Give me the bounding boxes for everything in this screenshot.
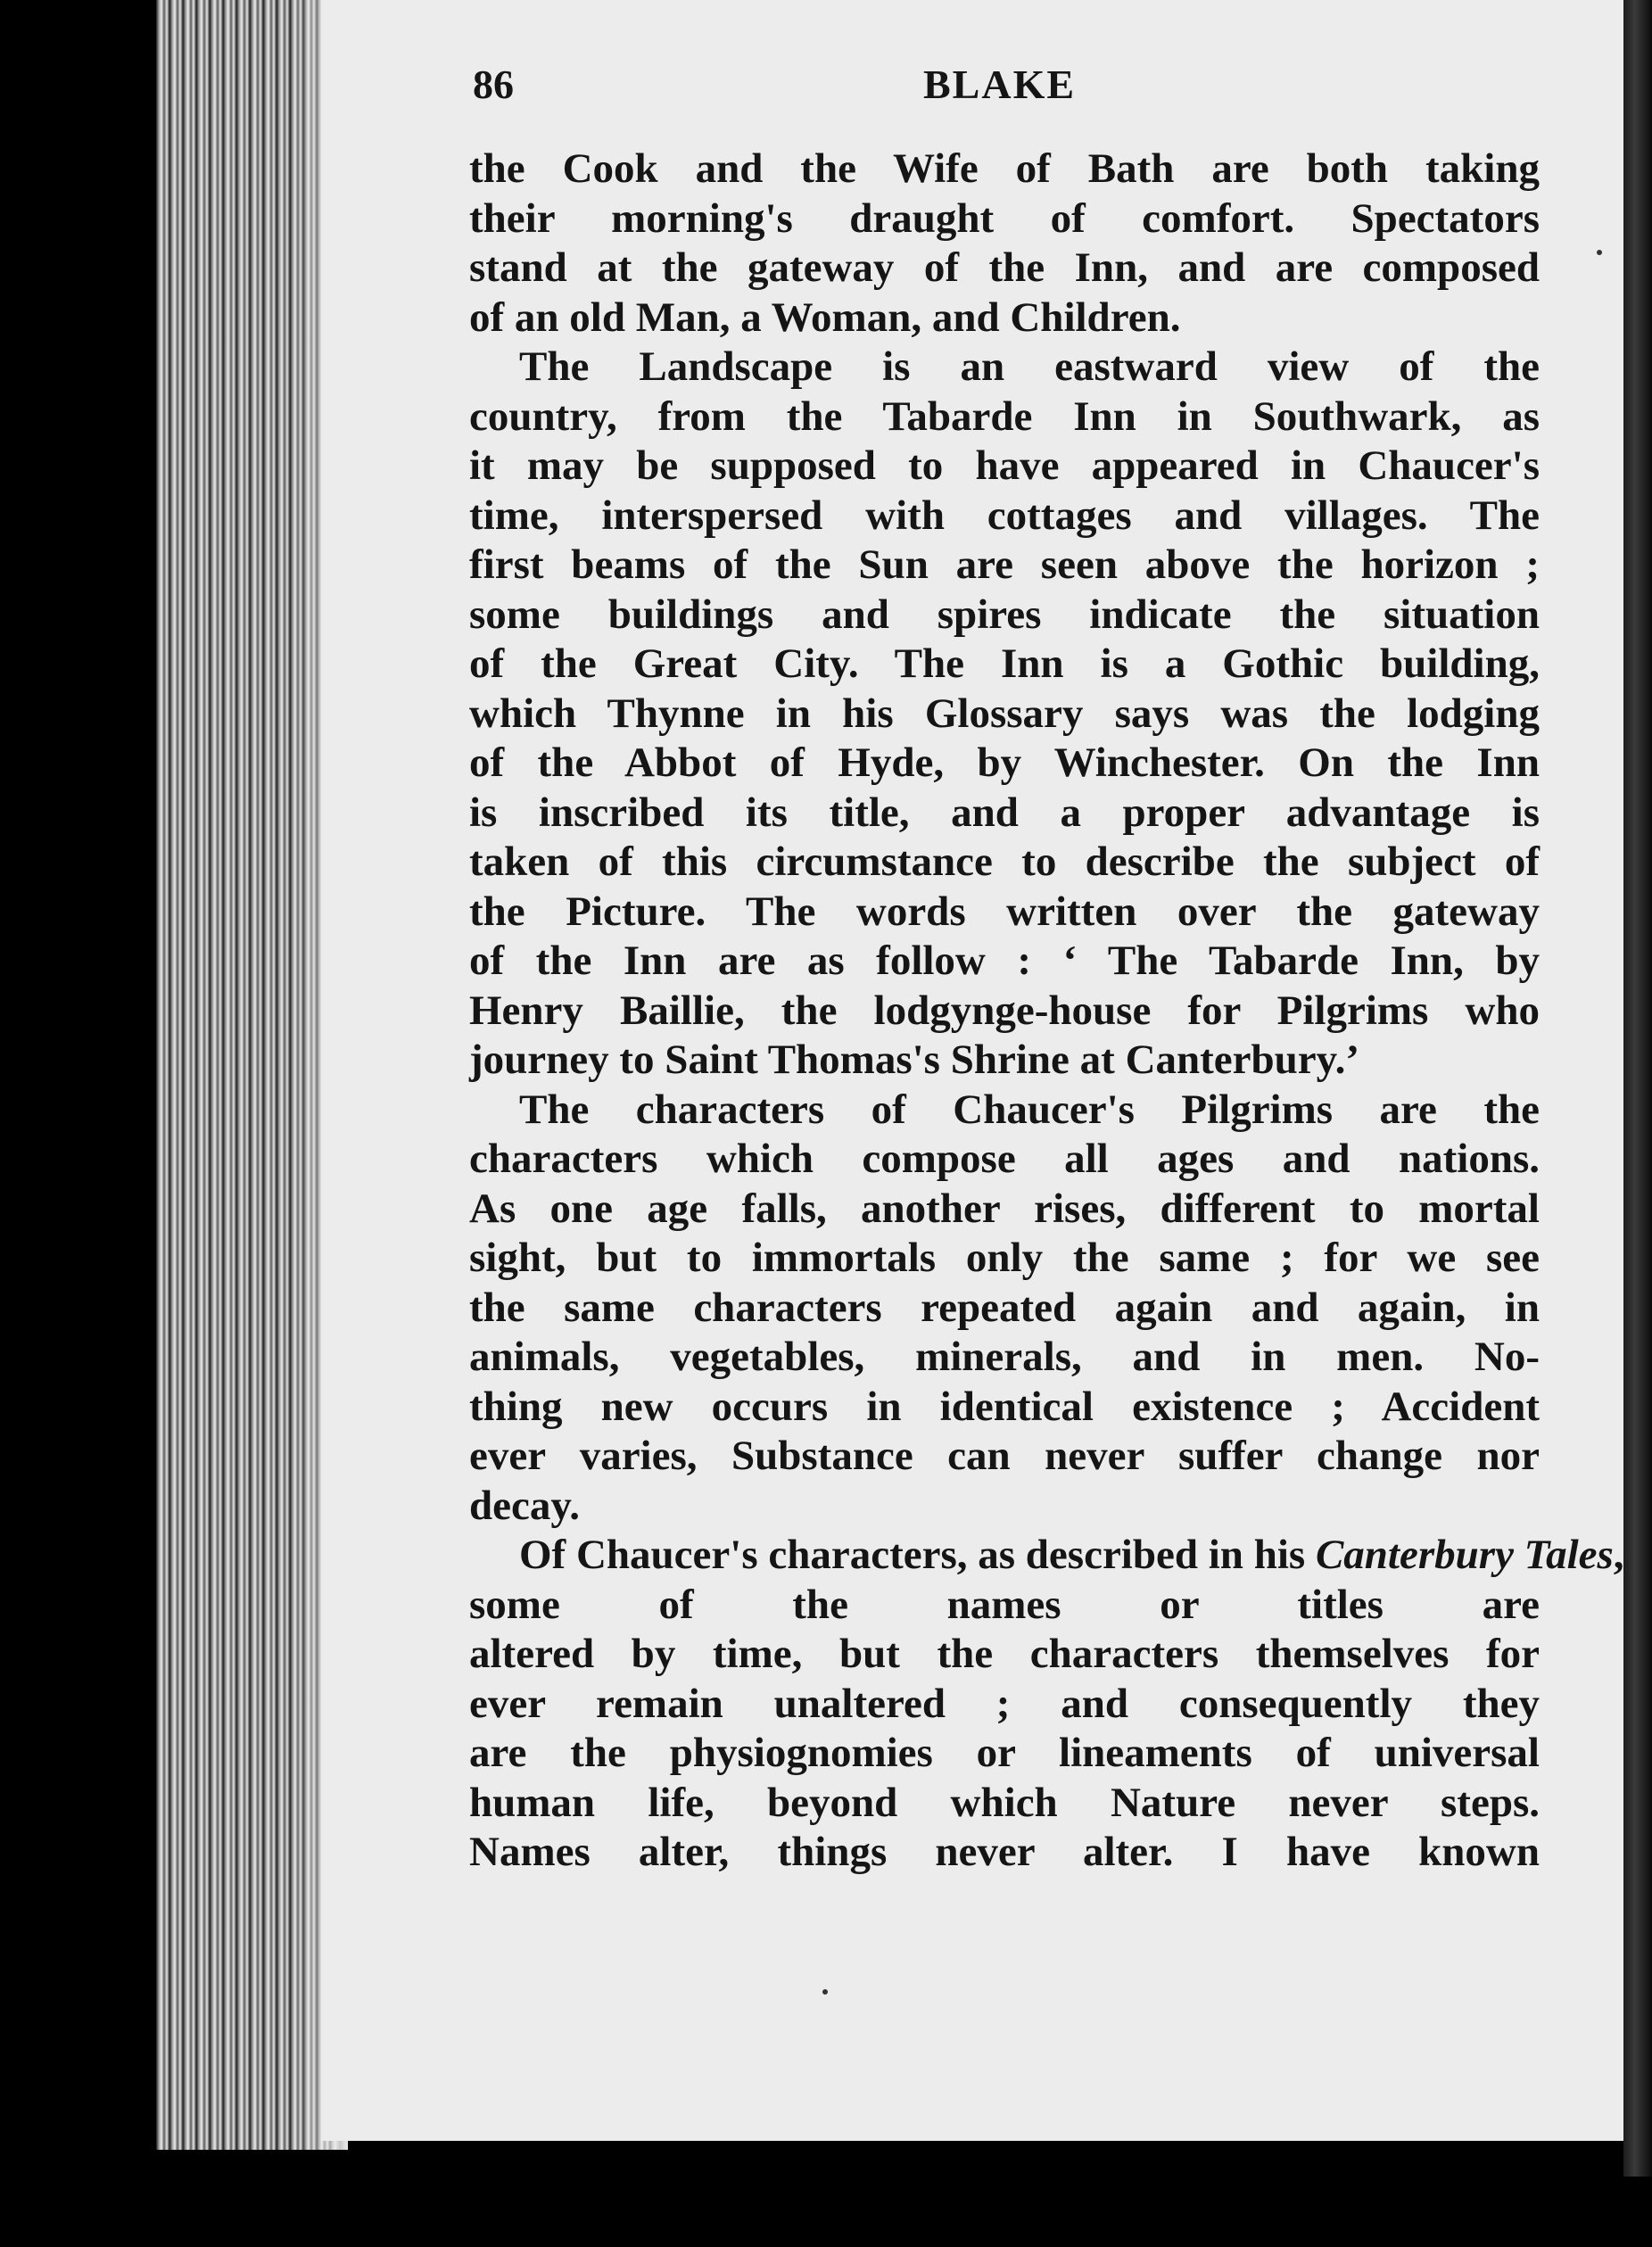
- text-line: [469, 1531, 1614, 1581]
- text-line: ever remain unaltered ; and consequently they: [469, 1680, 1540, 1727]
- text-line: the Cook and the Wife of Bath are both taking: [469, 145, 1540, 192]
- text-line: The characters of Chaucer's Pilgrims are the: [519, 1086, 1540, 1133]
- speck: [822, 1989, 828, 1995]
- speck: [1597, 250, 1602, 255]
- page-right-edge: [1623, 0, 1652, 2177]
- running-head: [473, 61, 1534, 123]
- text-run: Of Chaucer's characters, as described in his: [519, 1532, 1306, 1578]
- text-line: altered by time, but the characters themselves for: [469, 1631, 1540, 1677]
- body-text: [469, 145, 1614, 1878]
- italic-title: Canterbury Tales: [1315, 1532, 1614, 1578]
- text-line: is inscribed its title, and a proper advantage is: [469, 789, 1540, 836]
- paragraph: [469, 1086, 1540, 1532]
- text-line: taken of this circumstance to describe the subject of: [469, 838, 1540, 885]
- text-line: As one age falls, another rises, different to mortal: [469, 1185, 1540, 1232]
- text-line: The Landscape is an eastward view of the: [519, 343, 1540, 390]
- text-line: first beams of the Sun are seen above the horizon ;: [469, 541, 1540, 588]
- text-line: are the physiognomies or lineaments of universal: [469, 1730, 1540, 1776]
- text-line: Names alter, things never alter. I have known: [469, 1829, 1540, 1875]
- text-line: journey to Saint Thomas's Shrine at Canterbury.’: [469, 1037, 1359, 1083]
- text-line: time, interspersed with cottages and villages. The: [469, 492, 1540, 539]
- text-line: of the Abbot of Hyde, by Winchester. On the Inn: [469, 739, 1540, 786]
- text-line: decay.: [469, 1482, 581, 1529]
- text-line: the same characters repeated again and again, in: [469, 1284, 1540, 1331]
- text-line: animals, vegetables, minerals, and in men. No-: [469, 1334, 1540, 1380]
- text-line: of an old Man, a Woman, and Children.: [469, 293, 1181, 341]
- text-line: stand at the gateway of the Inn, and are composed: [469, 244, 1540, 291]
- text-line: which Thynne in his Glossary says was the lodging: [469, 690, 1540, 737]
- text-line: it may be supposed to have appeared in Chaucer's: [469, 442, 1540, 489]
- text-line: sight, but to immortals only the same ; for we see: [469, 1235, 1540, 1281]
- text-line: of the Inn are as follow : ‘ The Tabarde Inn, by: [469, 938, 1540, 984]
- text-line: country, from the Tabarde Inn in Southwark, as: [469, 392, 1540, 440]
- text-line: some buildings and spires indicate the situation: [469, 591, 1540, 638]
- gutter-shadow: [294, 0, 348, 2150]
- text-line: some of the names or titles are: [469, 1581, 1540, 1628]
- paragraph: [469, 343, 1540, 1086]
- text-line: Henry Baillie, the lodgynge-house for Pilgrims who: [469, 987, 1540, 1034]
- paragraph: [469, 145, 1540, 343]
- paragraph: [469, 1531, 1614, 1878]
- text-line: their morning's draught of comfort. Spectators: [469, 194, 1540, 242]
- text-line: of the Great City. The Inn is a Gothic building,: [469, 640, 1540, 687]
- text-line: characters which compose all ages and nations.: [469, 1136, 1540, 1182]
- text-line: ever varies, Substance can never suffer change nor: [469, 1433, 1540, 1479]
- text-line: thing new occurs in identical existence ; Accident: [469, 1383, 1540, 1430]
- text-line: the Picture. The words written over the gateway: [469, 888, 1540, 935]
- running-title: BLAKE: [923, 62, 1077, 107]
- text-line: human life, beyond which Nature never steps.: [469, 1779, 1540, 1826]
- page-number: 86: [473, 62, 514, 107]
